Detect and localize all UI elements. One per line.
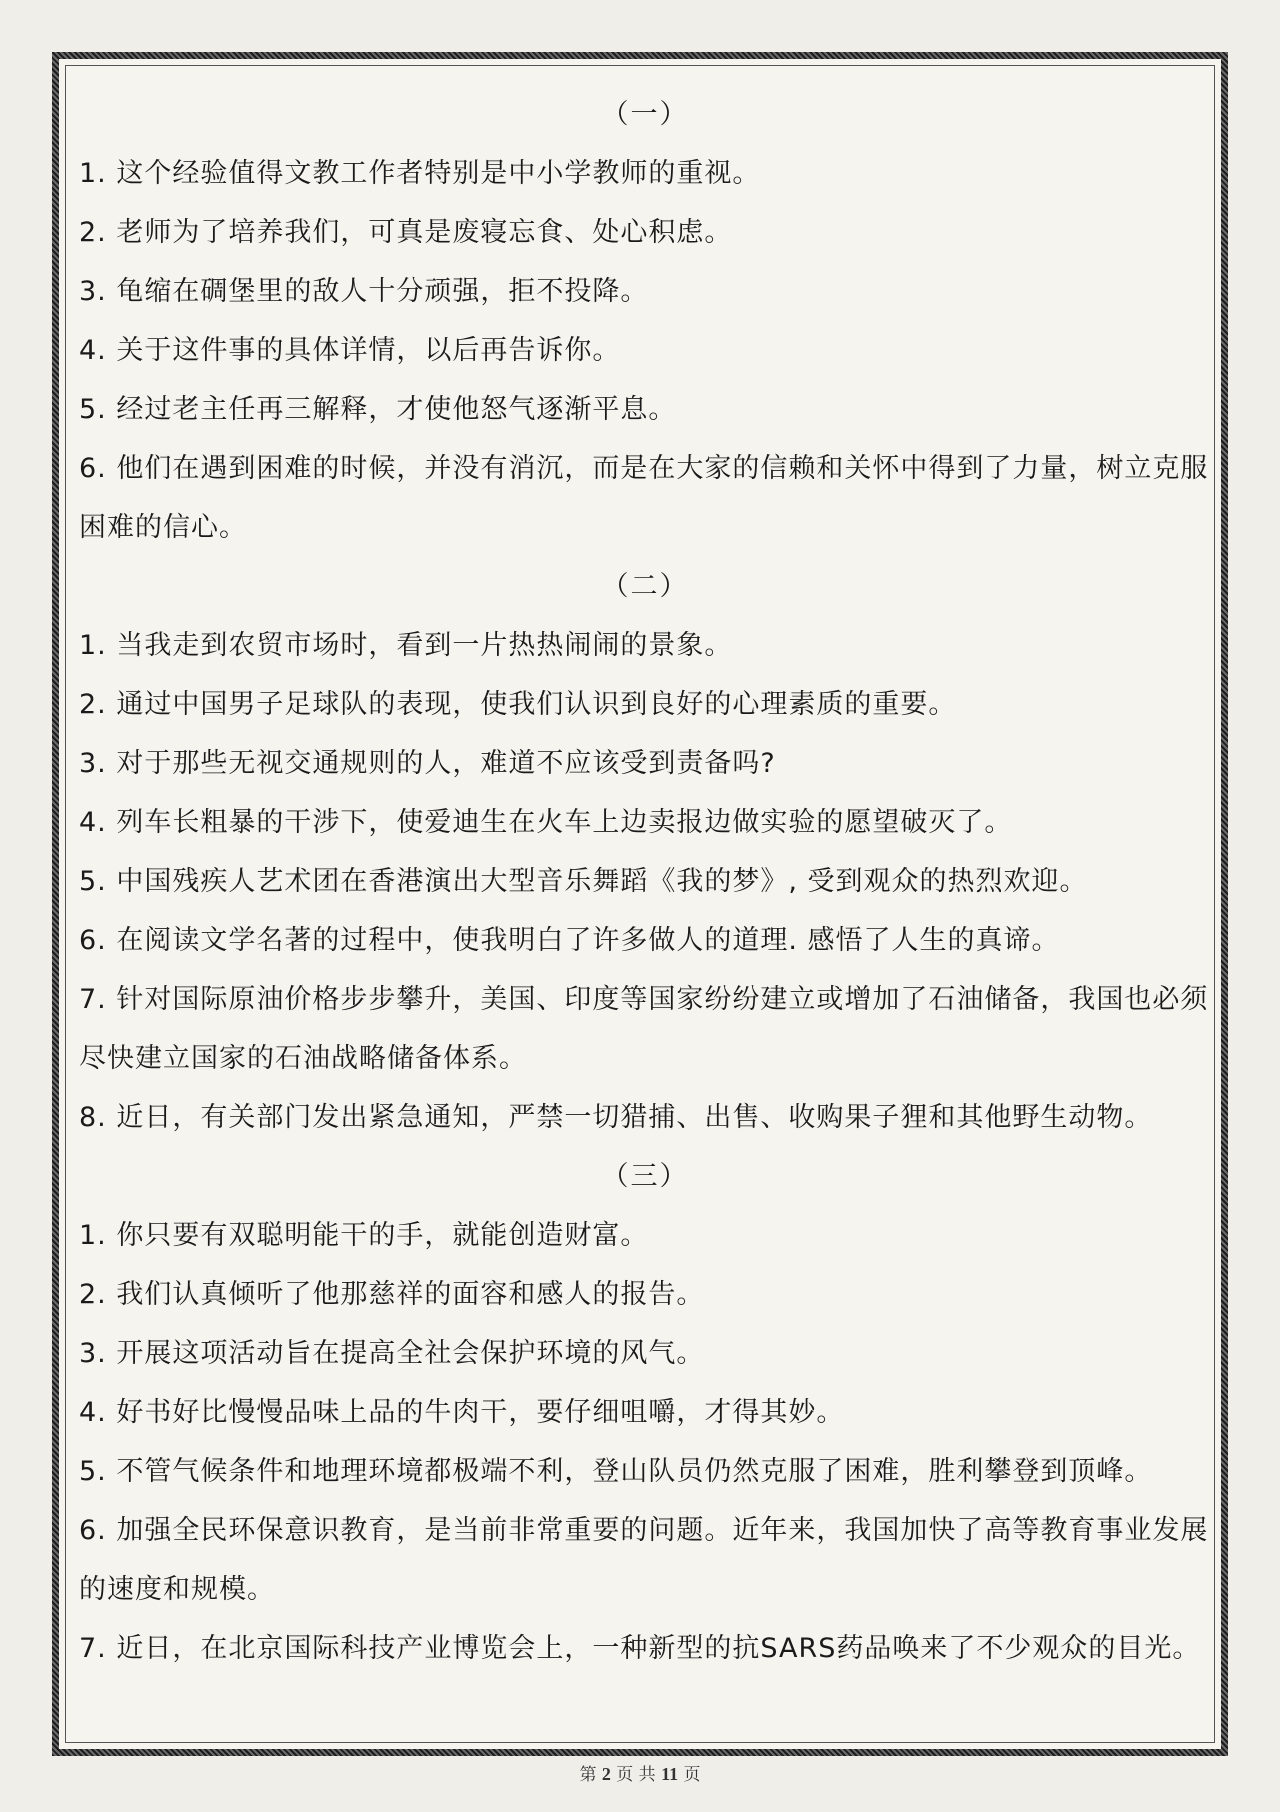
sentence-item: 7. 近日，在北京国际科技产业博览会上，一种新型的抗SARS药品唤来了不少观众的目光。 — [79, 1633, 1201, 1664]
sentence-item: 4. 好书好比慢慢品味上品的牛肉干，要仔细咀嚼，才得其妙。 — [79, 1397, 845, 1428]
sentence-item: 3. 龟缩在碉堡里的敌人十分顽强，拒不投降。 — [79, 276, 649, 307]
section-heading-1: （一） — [601, 99, 689, 130]
footer-middle: 页 共 — [616, 1765, 656, 1785]
sentence-item: 5. 不管气候条件和地理环境都极端不利，登山队员仍然克服了困难，胜利攀登到顶峰。 — [79, 1456, 1153, 1487]
sentence-item: 4. 列车长粗暴的干涉下，使爱迪生在火车上边卖报边做实验的愿望破灭了。 — [79, 807, 1013, 838]
sentence-item: 6. 在阅读文学名著的过程中，使我明白了许多做人的道理. 感悟了人生的真谛。 — [79, 925, 1060, 956]
footer-total-pages: 11 — [661, 1764, 679, 1784]
sentence-item: 2. 我们认真倾听了他那慈祥的面容和感人的报告。 — [79, 1279, 705, 1310]
sentence-item: 5. 经过老主任再三解释，才使他怒气逐渐平息。 — [79, 394, 677, 425]
sentence-item: 2. 通过中国男子足球队的表现，使我们认识到良好的心理素质的重要。 — [79, 689, 957, 720]
footer-page-number: 2 — [601, 1764, 611, 1784]
sentence-item: 3. 开展这项活动旨在提高全社会保护环境的风气。 — [79, 1338, 705, 1369]
sentence-item: 1. 这个经验值得文教工作者特别是中小学教师的重视。 — [79, 158, 761, 189]
footer-suffix: 页 — [683, 1765, 701, 1785]
footer-prefix: 第 — [579, 1765, 597, 1785]
sentence-item: 1. 你只要有双聪明能干的手，就能创造财富。 — [79, 1220, 649, 1251]
section-heading-2: （二） — [601, 571, 689, 602]
document-body — [79, 85, 1211, 1678]
sentence-item: 4. 关于这件事的具体详情，以后再告诉你。 — [79, 335, 621, 366]
sentence-item: 7. 针对国际原油价格步步攀升，美国、印度等国家纷纷建立或增加了石油储备，我国也必须尽快建立国家的石油战略储备体系。 — [79, 984, 1209, 1074]
page-footer — [0, 1760, 1280, 1785]
sentence-item: 6. 加强全民环保意识教育，是当前非常重要的问题。近年来，我国加快了高等教育事业发展的速度和规模。 — [79, 1515, 1209, 1605]
sentence-item: 8. 近日，有关部门发出紧急通知，严禁一切猎捕、出售、收购果子狸和其他野生动物。 — [79, 1102, 1153, 1133]
sentence-item: 1. 当我走到农贸市场时，看到一片热热闹闹的景象。 — [79, 630, 733, 661]
section-heading-3: （三） — [601, 1161, 689, 1192]
sentence-item: 2. 老师为了培养我们，可真是废寝忘食、处心积虑。 — [79, 217, 733, 248]
sentence-item: 3. 对于那些无视交通规则的人，难道不应该受到责备吗? — [79, 748, 776, 779]
sentence-item: 5. 中国残疾人艺术团在香港演出大型音乐舞蹈《我的梦》, 受到观众的热烈欢迎。 — [79, 866, 1088, 897]
page-border — [52, 52, 1228, 1756]
sentence-item: 6. 他们在遇到困难的时候，并没有消沉，而是在大家的信赖和关怀中得到了力量，树立克服困难的信心。 — [79, 453, 1209, 543]
